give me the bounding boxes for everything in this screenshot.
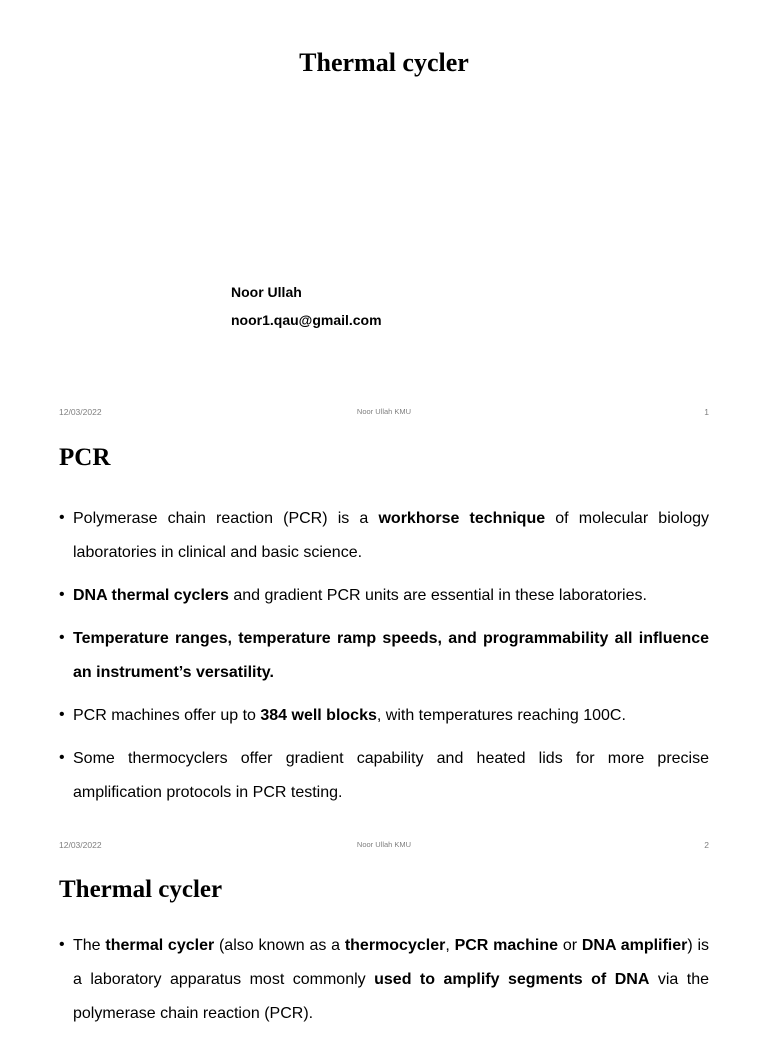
bullet-item: • Temperature ranges, temperature ramp speeds, and programmability all influence an instrument’s versatility. [59,622,709,690]
footer-page-number: 2 [704,840,709,850]
slide-3-bullet-list [59,929,709,1040]
footer-center-text: Noor Ullah KMU [356,840,412,849]
bullet-item: • The thermal cycler (also known as a thermocycler, PCR machine or DNA amplifier) is a laboratory apparatus most commonly used to amplify segments of DNA via the polymerase chain reaction (PCR). [59,929,709,1031]
footer-date: 12/03/2022 [59,407,102,417]
bullet-item: • Polymerase chain reaction (PCR) is a workhorse technique of molecular biology laboratories in clinical and basic science. [59,502,709,570]
bullet-item: • Some thermocyclers offer gradient capability and heated lids for more precise amplification protocols in PCR testing. [59,742,709,810]
slide-2-heading: PCR [59,444,111,471]
slide-3-heading: Thermal cycler [59,876,223,903]
footer-page-number: 1 [704,407,709,417]
footer-date: 12/03/2022 [59,840,102,850]
author-email: noor1.qau@gmail.com [231,312,382,328]
slide-2-footer [0,840,768,852]
author-name: Noor Ullah [231,284,302,300]
slide-1-title: Thermal cycler [299,48,469,77]
bullet-item: • PCR machines offer up to 384 well blocks, with temperatures reaching 100C. [59,699,709,733]
bullet-item: • DNA thermal cyclers and gradient PCR units are essential in these laboratories. [59,579,709,613]
slide-1-footer [0,407,768,419]
footer-center-text: Noor Ullah KMU [356,407,412,416]
slide-2-bullet-list [59,502,709,819]
